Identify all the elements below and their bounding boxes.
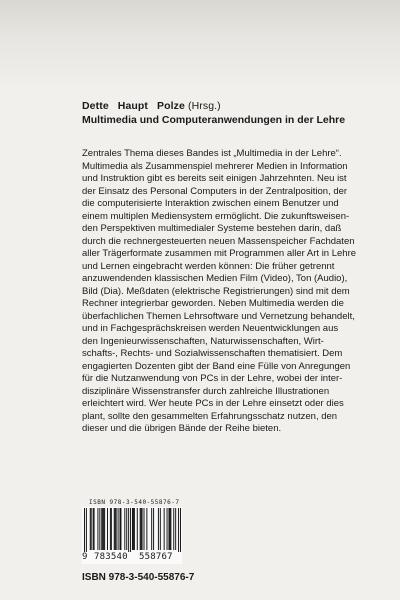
blurb-text xyxy=(82,148,372,436)
barcode-bar xyxy=(118,508,119,550)
blurb-line: den Ingenieurwissenschaften, Naturwissenschaften, Wirt- xyxy=(82,335,324,347)
barcode-bar xyxy=(99,508,100,550)
blurb-line: die computerisierte Interaktion zwischen einem Benutzer und xyxy=(82,198,339,209)
barcode-bar xyxy=(111,508,112,550)
blurb-line: plant, sollte den gesammelten Erfahrungsschatz nutzen, den xyxy=(82,410,338,422)
barcode-bar xyxy=(97,508,98,550)
blurb-line: disziplinäre Wissenstransfer durch zahlreiche Illustrationen xyxy=(82,385,330,397)
blurb-line: Multimedia als Zusammenspiel mehrerer Medien in Information xyxy=(82,160,348,172)
barcode-bar xyxy=(115,508,116,550)
blurb-line: Bild (Dia). Meßdaten (elektrische Registrierungen) sind mit dem xyxy=(82,285,350,297)
blurb-line: Zentrales Thema dieses Bandes ist „Multimedia in der Lehre“. xyxy=(82,148,342,159)
barcode-bar xyxy=(116,508,117,550)
barcode-bar xyxy=(120,508,121,550)
barcode-bar xyxy=(178,508,179,552)
blurb-line: und in Fachgesprächskreisen werden Neuentwicklungen aus xyxy=(82,323,339,334)
blurb-line: dieser und die übrigen Bände der Reihe bieten. xyxy=(82,423,282,434)
barcode-bar xyxy=(93,508,94,550)
barcode-bar xyxy=(153,508,154,550)
blurb-line: einem multiplen Mediensystem ermöglicht. Die zukunftsweisen- xyxy=(82,210,350,222)
blurb-line: für die Nutzanwendung von PCs in der Lehre, wobei der inter- xyxy=(82,373,343,384)
blurb-line: anzuwendenden klassischen Medien Film (Video), Ton (Audio), xyxy=(82,273,348,284)
barcode-bar xyxy=(140,508,141,550)
barcode-bar xyxy=(128,508,129,552)
barcode-bar xyxy=(134,508,135,550)
blurb-line: den Perspektiven multimedialer Systeme bestehen darin, daß xyxy=(82,223,342,234)
author-1: Dette xyxy=(82,100,109,112)
barcode-bar xyxy=(104,508,105,550)
book-title: Multimedia und Computeranwendungen in der Lehre xyxy=(82,114,346,126)
barcode-bar xyxy=(84,508,85,552)
barcode-bar xyxy=(107,508,108,550)
blurb-line: durch die rechnergesteuerten neuen Massenspeicher Fachdaten xyxy=(82,235,355,247)
author-2: Haupt xyxy=(117,100,149,112)
barcode-bar xyxy=(126,508,127,550)
blurb-line: aller Trägerformate zusammen mit Programmen aller Art in Lehre xyxy=(82,248,357,259)
barcode-bar xyxy=(160,508,161,550)
barcode-bar xyxy=(102,508,103,550)
barcode-digits-right: 558767 xyxy=(139,552,173,562)
barcode-bar xyxy=(180,508,181,552)
blurb-line: engagierten Dozenten gibt der Band eine Fülle von Anregungen xyxy=(82,360,351,372)
blurb-line: und Lernen eingebracht werden können: Die früher getrennt xyxy=(82,260,335,272)
blurb-line: der Einsatz des Personal Computers in der Zentralposition, der xyxy=(82,185,348,197)
blurb-line: überfachlichen Themen Lehrsoftware und Vernetzung behandelt, xyxy=(82,310,355,322)
barcode-bar xyxy=(91,508,92,550)
barcode-bar xyxy=(141,508,142,550)
barcode-bar xyxy=(142,508,143,550)
barcode-bar xyxy=(170,508,171,550)
isbn-large-label: ISBN 978-3-540-55876-7 xyxy=(82,572,195,583)
barcode-bar xyxy=(167,508,168,550)
blurb-line: Rechner integrierbar geworden. Neben Multimedia werden die xyxy=(82,298,344,309)
barcode-bar xyxy=(146,508,147,550)
author-3: Polze xyxy=(157,100,185,112)
barcode-bar xyxy=(90,508,91,550)
barcode-bar xyxy=(133,508,134,550)
top-shading xyxy=(0,0,400,90)
barcode-bar xyxy=(168,508,169,550)
barcode xyxy=(82,507,182,552)
barcode-bar xyxy=(144,508,145,550)
barcode-digits-left: 783540 xyxy=(94,552,128,562)
barcode-bar xyxy=(173,508,174,550)
barcode-bar xyxy=(151,508,152,550)
barcode-bar xyxy=(158,508,159,550)
editors-line xyxy=(82,100,221,112)
isbn-small-label: ISBN 978-3-540-55876-7 xyxy=(89,499,180,506)
barcode-bar xyxy=(164,508,165,550)
barcode-bar xyxy=(132,508,133,550)
blurb-line: erleichtert wird. Wer heute PCs in der Lehre einsetzt oder dies xyxy=(82,398,344,409)
barcode-bar xyxy=(169,508,170,550)
barcode-digit-first: 9 xyxy=(82,552,88,562)
barcode-bar xyxy=(124,508,125,550)
barcode-bar xyxy=(175,508,176,550)
barcode-digits xyxy=(82,552,182,564)
barcode-bar xyxy=(130,508,131,552)
barcode-bar xyxy=(114,508,115,550)
barcode-bar xyxy=(120,508,121,550)
barcode-bar xyxy=(94,508,95,550)
blurb-line: und Instruktion gibt es bereits seit einigen Jahrzehnten. Neu ist xyxy=(82,173,347,184)
barcode-bar xyxy=(101,508,102,550)
barcode-bar xyxy=(110,508,111,550)
barcode-bar xyxy=(103,508,104,550)
barcode-bars xyxy=(82,507,182,552)
editor-suffix: (Hrsg.) xyxy=(187,100,221,112)
barcode-bar xyxy=(137,508,138,550)
barcode-bar xyxy=(86,508,87,552)
blurb-line: schafts-, Rechts- und Sozialwissenschaften thematisiert. Dem xyxy=(82,348,343,359)
